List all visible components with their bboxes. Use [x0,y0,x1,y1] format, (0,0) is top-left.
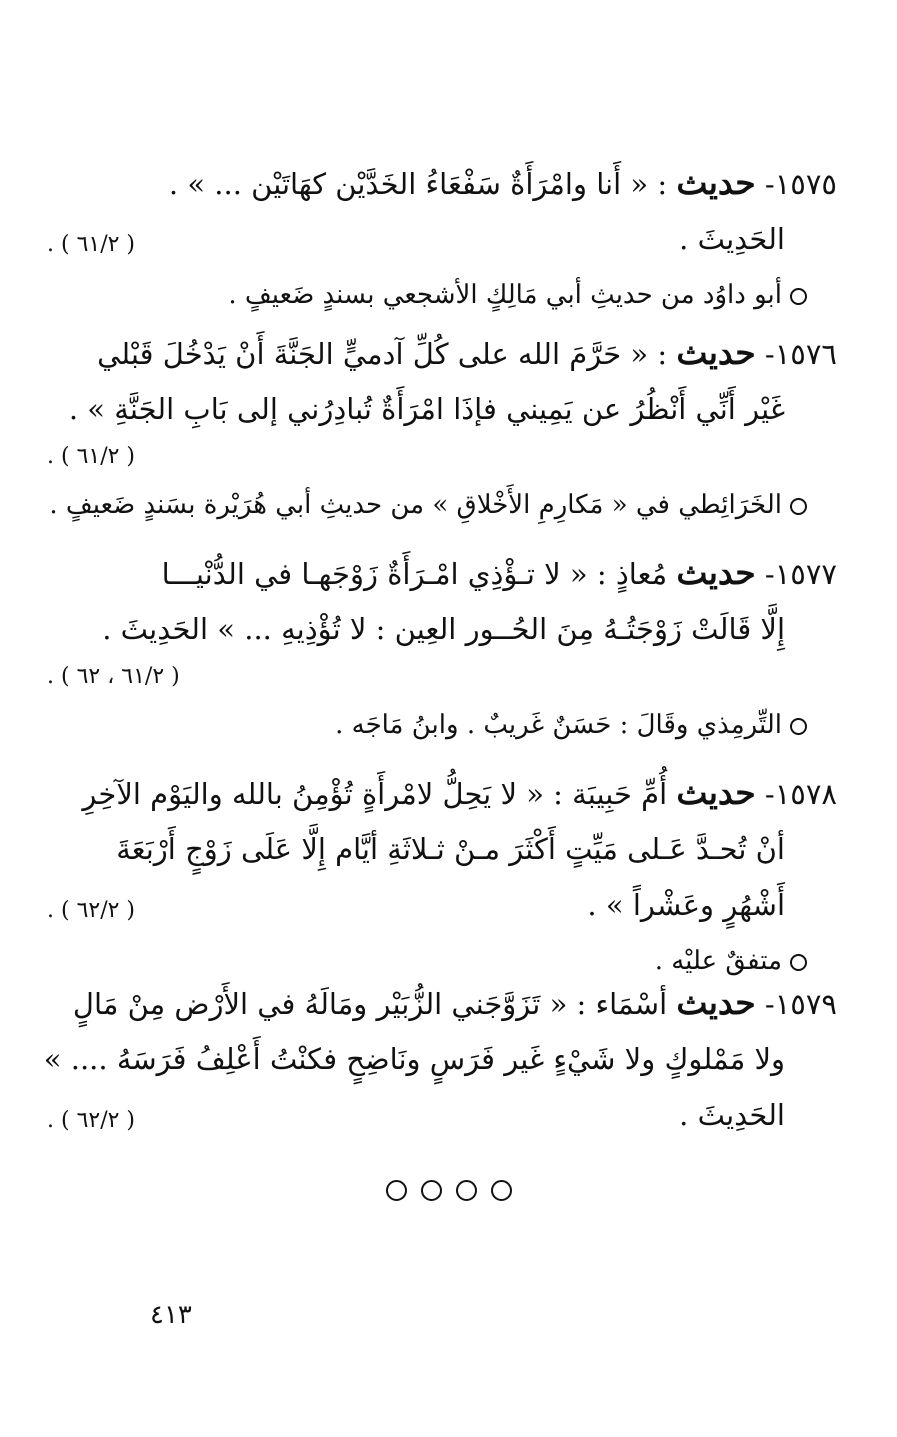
entry-text: ولا مَمْلوكٍ ولا شَيْءٍ غَير فَرَسٍ ونَاضِحٍ فكنْتُ أَعْلِفُ فَرَسَهُ .... » [43,1042,785,1076]
entry-text: أنْ تُحـدَّ عَـلى مَيِّتٍ أَكْثَرَ مـنْ ثـلاثَةِ أيَّام إِلَّا عَلَى زَوْجٍ أَرْبَعَةَ [116,832,785,866]
entry-number: ١٥٧٨ [774,777,837,811]
volume-page-ref: ( ٦١/٢ ) . [47,444,136,469]
entry-line [47,211,837,267]
entry-text: مُعاذٍ : « لا تـؤْذِي امْـرَأَةٌ زَوْجَهـا في الدُّنْيـــا [161,557,668,591]
entry-keyword: حديث [676,333,756,372]
entry-keyword: حديث [676,773,756,812]
volume-page-ref: ( ٦٢/٢ ) . [47,898,136,923]
section-separator [0,1180,897,1205]
entry-number: ١٥٧٥ [774,167,837,201]
entry-text: : « حَرَّمَ الله على كُلِّ آدميٍّ الجَنَّةَ أَنْ يَدْخُلَ قَبْلي [97,337,668,371]
entry-line [47,877,837,933]
entry-text: غَيْر أَنِّي أَنْظُرُ عن يَمِيني فإذَا امْرَأَةٌ تُبادِرُني إلى بَابِ الجَنَّةِ » . [68,392,785,426]
page-number: ٤١٣ [150,1300,192,1330]
entry-number: ١٥٧٩ [774,987,837,1021]
circle-ornament-icon [491,1180,512,1201]
entry-keyword: حديث [676,163,756,202]
entry-text: إِلَّا قَالَتْ زَوْجَتُـهُ مِنَ الحُــور العِين : لا تُؤْذِيهِ ... » الحَدِيثَ . [102,612,785,646]
source-note: أبو داوُد من حديثِ أبي مَالِكٍ الأشجعي بسندٍ ضَعيفٍ . [47,267,837,323]
volume-page-ref: ( ٦١/٢ ، ٦٢ ) . [47,664,180,689]
entry-line: ١٥٧٥- حديث : « أَنا وامْرَأَةٌ سَفْعَاءُ الخَدَّيْن كهَاتَيْن ... » . [168,163,837,202]
source-note: التِّرمِذي وقَالَ : حَسَنٌ غَريبٌ . وابنُ مَاجَه . [47,697,837,753]
hadith-entry-1577 [47,545,837,753]
entry-line [43,1031,837,1087]
entry-line [47,1087,837,1143]
entry-line [47,657,837,697]
entry-text: أُمِّ حَبِيبَة : « لا يَحِلُّ لامْرأَةٍ تُؤْمِنُ بالله واليَوْم الآخِرِ [82,777,668,811]
circle-bullet-icon [790,954,807,971]
hadith-entry-1575 [47,155,837,323]
entry-number: ١٥٧٦ [774,337,837,371]
circle-bullet-icon [790,288,807,305]
volume-page-ref: ( ٦٢/٢ ) . [47,1108,136,1133]
entry-text: أَشْهُرٍ وعَشْراً » . [587,888,785,922]
entry-line: ١٥٧٦- حديث : « حَرَّمَ الله على كُلِّ آدميٍّ الجَنَّةَ أَنْ يَدْخُلَ قَبْلي [97,333,837,372]
hadith-entry-1578 [47,765,837,989]
entry-line: ١٥٧٨- حديث أُمِّ حَبِيبَة : « لا يَحِلُّ لامْرأَةٍ تُؤْمِنُ بالله واليَوْم الآخِرِ [82,773,837,812]
circle-ornament-icon [456,1180,477,1201]
entry-line: ١٥٧٧- حديث مُعاذٍ : « لا تـؤْذِي امْـرَأَةٌ زَوْجَهـا في الدُّنْيـــا [161,553,837,592]
entry-text: : « أَنا وامْرَأَةٌ سَفْعَاءُ الخَدَّيْن كهَاتَيْن ... » . [168,167,668,201]
entry-keyword: حديث [676,553,756,592]
circle-ornament-icon [421,1180,442,1201]
hadith-entry-1579 [43,975,837,1143]
entry-line: ١٥٧٩- حديث أسْمَاء : « تَزَوَّجَني الزُّبَيْر ومَالَهُ في الأَرْض مِنْ مَالٍ [72,983,837,1022]
hadith-entry-1576 [47,325,837,533]
circle-bullet-icon [790,718,807,735]
entry-number: ١٥٧٧ [774,557,837,591]
entry-text: أسْمَاء : « تَزَوَّجَني الزُّبَيْر ومَالَهُ في الأَرْض مِنْ مَالٍ [72,987,668,1021]
entry-line [47,381,837,437]
entry-text: الحَدِيثَ . [679,1098,785,1132]
entry-keyword: حديث [676,983,756,1022]
entry-line [47,601,837,657]
source-note: الخَرَائِطي في « مَكارِمِ الأَخْلاقِ » من حديثِ أبي هُرَيْرة بسَندٍ ضَعيفٍ . [47,477,837,533]
entry-text: الحَدِيثَ . [679,222,785,256]
source-note: متفقٌ عليْه . [47,933,837,989]
entry-line [47,821,837,877]
volume-page-ref: ( ٦١/٢ ) . [47,232,136,257]
entry-line [47,437,837,477]
circle-ornament-icon [386,1180,407,1201]
circle-bullet-icon [790,498,807,515]
